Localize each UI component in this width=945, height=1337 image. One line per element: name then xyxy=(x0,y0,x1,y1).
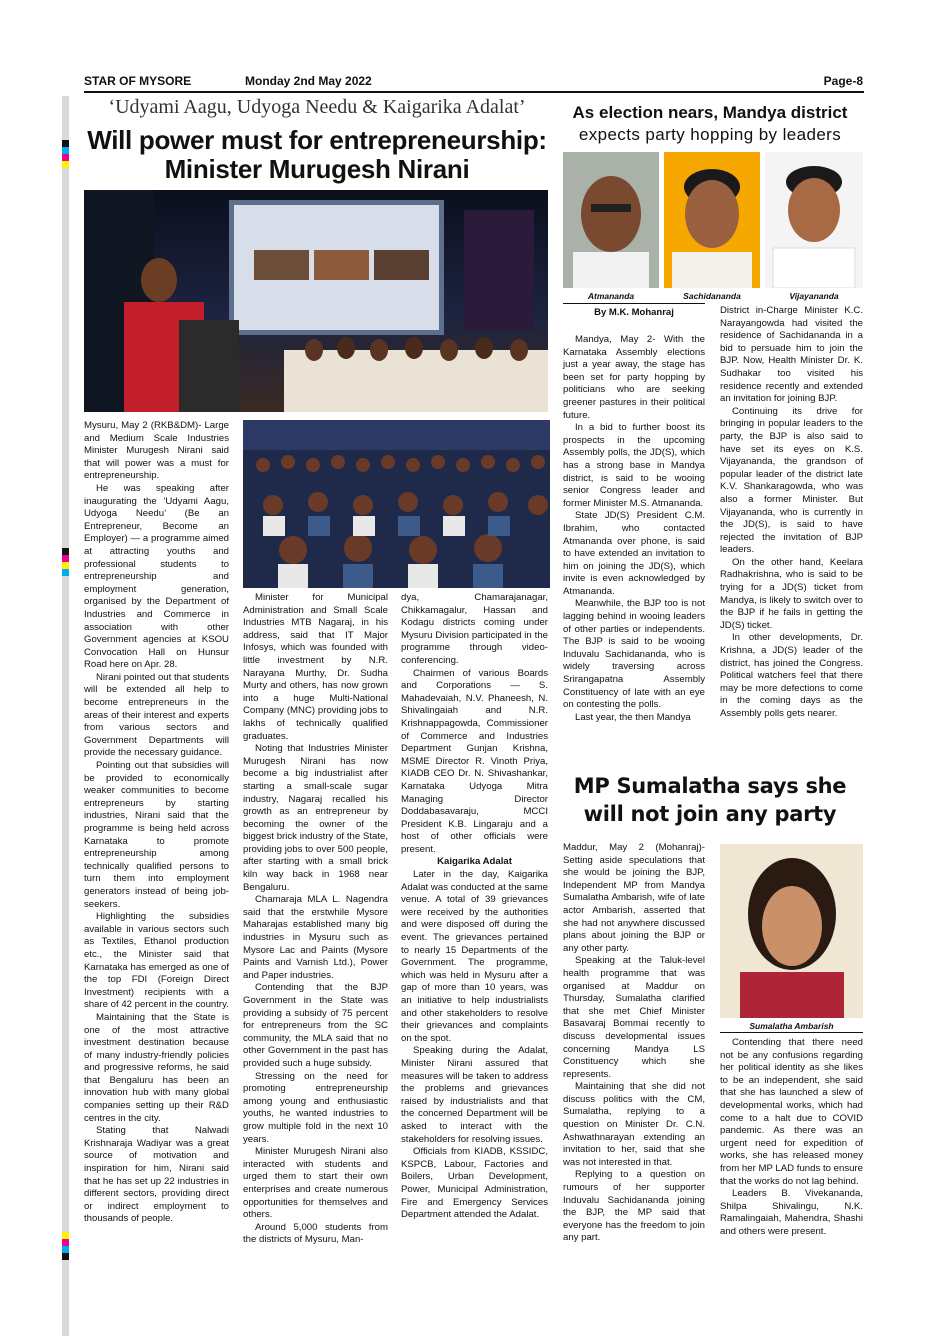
paragraph: Minister for Municipal Administration and Small Scale Industries MTB Nagaraj, in his address, said that IT Major Infosys, which was founded with little investment by N.R. Narayana Murthy, Dr. Sudha Murty and others, has now grown into a huge Multi-National Company (MNC) providing jobs to lakhs of technically qualified graduates. xyxy=(243,592,388,742)
paragraph: Contending that there need not be any confusions regarding her political identity as she likes to be an independent, she said that she has launched a slew of developmental works, which had come to a halt due to COVID pandemic. As there was an urgent need for expedition of works, she has released money from her MP LAD funds to ensure that the works do not lag behind. xyxy=(720,1037,863,1187)
atmananda-caption: Atmananda xyxy=(587,291,635,301)
vijayananda-caption: Vijayananda xyxy=(789,291,839,301)
paragraph: Minister Murugesh Nirani also interacted with students and urged them to start their own enterprises and create numerous opportunities for themselves and others. xyxy=(243,1146,388,1221)
story2-column-2 xyxy=(720,305,863,721)
audience-photo xyxy=(243,420,550,588)
margin-strip xyxy=(62,96,69,1336)
byline-rule xyxy=(563,303,705,304)
minister-speaking-photo xyxy=(84,190,548,412)
sumalatha-photo xyxy=(720,844,863,1018)
story3-column-2 xyxy=(720,1037,863,1239)
paragraph: State JD(S) President C.M. Ibrahim, who contacted Atmananda over phone, is said to have extended an invitation to him on joining the JD(S), which invite is even acknowledged by Atmananda. xyxy=(563,510,705,597)
paragraph: Stressing on the need for promoting entrepreneurship among young and enthusiastic youths, he wanted industries to grow multiple fold in the next 10 years. xyxy=(243,1070,388,1145)
story1-column-2 xyxy=(243,592,388,1247)
paragraph: Maintaining that she did not discuss politics with the CM, Sumalatha, replying to a question on Minister Dr. C.N. Ashwathnarayan extending an invitation to her, said that she was not interested in that. xyxy=(563,1081,705,1168)
paragraph: Speaking during the Adalat, Minister Nirani assured that measures will be taken to address the problems and grievances raised by industrialists and that the concerned Department will be asked to interact with the stakeholders for resolving issues. xyxy=(401,1045,548,1145)
story2-headline-line1: As election nears, Mandya district xyxy=(572,103,848,122)
paragraph: Officials from KIADB, KSSIDC, KSPCB, Labour, Factories and Boilers, Urban Development, Power, Municipal Administration, Fire and Emergency Services Department attended the Adalat. xyxy=(401,1146,548,1221)
sachidananda-photo xyxy=(664,152,760,288)
paragraph: Stating that Nalwadi Krishnaraja Wadiyar was a great source of motivation and inspiration for him, Nirani said that he has set up 22 industries in different sectors, providing direct or indirect employment to thousands of people. xyxy=(84,1125,229,1225)
paragraph: On the other hand, Keelara Radhakrishna, who is said to be trying for a JD(S) ticket from Mandya, is likely to switch over to the BJP if he fails in getting the JD(S) ticket. xyxy=(720,556,863,631)
paragraph: Highlighting the subsidies available in various sectors such as Textiles, Ethanol production etc., the Minister said that Karnataka has emerged as one of the top FDI (Foreign Direct Investment) recipients with a share of 42 percent in the country. xyxy=(84,911,229,1011)
paragraph: Speaking at the Taluk-level health programme that was organised at Maddur on Thursday, Sumalatha clarified that she met Chief Minister Basavaraj Bommai recently to discuss developmental issues concerning Mandya LS Constituency which she represents. xyxy=(563,955,705,1080)
paragraph: He was speaking after inaugurating the ‘Udyami Aagu, Udyoga Needu’ (Be an Entrepreneur, Become an Employer) — a programme aimed at attracting youths and professional students to entrepreneurship and employment generation, organised by the Department of Industries and Commerce in association with other Government agencies at KSOU Convocation Hall on Hunsur Road here on Apr. 28. xyxy=(84,482,229,671)
audience-graphic xyxy=(243,420,550,588)
paragraph: Maintaining that the State is one of the most attractive investment destination because of many industry-friendly policies and progressive reforms, he said that Bengaluru has been an innovation hub with many global companies setting up their R&D centres in the city. xyxy=(84,1011,229,1124)
story2-headline-line2: expects party hopping by leaders xyxy=(578,125,842,144)
stage-scene-graphic xyxy=(84,190,548,412)
atmananda-photo xyxy=(563,152,659,288)
paragraph: Leaders B. Vivekananda, Shilpa Shivalingu, N.K. Ramalingaiah, Mahendra, Shashi and others were present. xyxy=(720,1188,863,1237)
paragraph: Maddur, May 2 (Mohanraj)- Setting aside speculations that she would be joining the BJP, Independent MP from Mandya Sumalatha Ambarish, wife of late actor Ambarish, asserted that she had not anywhere discussed plans about joining the BJP or any other party. xyxy=(563,842,705,954)
story3-headline xyxy=(556,772,864,828)
story1-subhead: Kaigarika Adalat xyxy=(437,856,512,868)
registration-marks-top xyxy=(62,140,69,168)
paragraph: Mysuru, May 2 (RKB&DM)- Large and Medium Scale Industries Minister Murugesh Nirani said that will power was a must for entrepreneurship. xyxy=(84,420,229,482)
portrait-graphic xyxy=(720,844,863,1018)
paragraph: Replying to a question on rumours of her supporter Induvalu Sachidananda joining the BJP, the MP said that everyone has the freedom to join any part. xyxy=(563,1169,705,1244)
masthead-rule xyxy=(84,91,864,93)
paper-name: STAR OF MYSORE xyxy=(84,74,192,88)
paragraph: Noting that Industries Minister Murugesh Nirani has now become a big industrialist after starting a small-scale sugar industry, Nagaraj recalled his growth as an entrepreneur by becoming the owner of the biggest brick industry of the State, providing jobs to over 500 people, after starting with a small brick kiln way back in 1968 near Bengaluru. xyxy=(243,743,388,893)
paragraph: Nirani pointed out that students will be extended all help to become entrepreneurs in the areas of their interest and experts from various sectors and Government Departments will provide the necessary guidance. xyxy=(84,671,229,759)
paragraph: Continuing its drive for bringing in popular leaders to the party, the BJP is also said to have set its eyes on K.S. Vijayananda, the grandson of popular leader of the district late K.V. Shankaragowda, who was also a former Minister. But Vijayananda, who is currently in the JD(S), is said to have rejected the invitation of BJP leaders. xyxy=(720,405,863,556)
caption-rule xyxy=(720,1032,863,1033)
story1-kicker: ‘Udyami Aagu, Udyoga Needu & Kaigarika Adalat’ xyxy=(108,96,526,118)
paragraph: Contending that the BJP Government in the State was providing a subsidy of 75 percent for entrepreneurs from the SC community, the MLA said that no other Government in the past has provided such a huge subsidy. xyxy=(243,982,388,1069)
story3-column-1 xyxy=(563,842,705,1245)
story1-column-3 xyxy=(401,592,548,1222)
paragraph: Around 5,000 students from the districts of Mysuru, Man- xyxy=(243,1221,388,1246)
registration-marks-bottom xyxy=(62,1232,69,1260)
paragraph: In other developments, Dr. Krishna, a JD(S) leader of the district, has joined the Congress. Political watchers feel that there may be more defections to come in the coming days as the Assembly polls gets nearer. xyxy=(720,632,863,719)
issue-date: Monday 2nd May 2022 xyxy=(245,74,372,88)
registration-marks-mid xyxy=(62,548,69,576)
paragraph: dya, Chamarajanagar, Chikkamagalur, Hassan and Kodagu districts coming under Mysuru Division participated in the programme through video-conferencing. xyxy=(401,592,548,666)
paragraph: District in-Charge Minister K.C. Narayangowda had visited the residence of Sachidananda in a bid to persuade him to join the BJP. Now, Health Minister Dr. K. Sudhakar too visited his residence recently and extended an invitation for joining BJP. xyxy=(720,305,863,405)
paragraph: Chairmen of various Boards and Corporations — S. Mahadevaiah, N.V. Phaneesh, N. Shivalingaiah and N.R. Krishnappagowda, Commissioner of Commerce and Industries Department Gunjan Krishna, MSME Director R. Vinoth Priya, KIADB CEO Dr. N. Shivashankar, Karnataka Udyoga Mitra Managing Director Doddabasavaraju, MCCI President K.B. Lingaraju and a host of other officials were present. xyxy=(401,667,548,855)
page-number: Page-8 xyxy=(823,74,863,88)
portrait-graphic xyxy=(765,152,863,288)
paragraph: Later in the day, Kaigarika Adalat was conducted at the same venue. A total of 39 grievances were received by the authorities and were disposed off during the event. The grievances pertained to nearly 15 Departments of the Government. The programme, which was held in Mysuru after a gap of more than 10 years, was an initiative to help industrialists and other stakeholders to resolve their grievances and complaints on the spot. xyxy=(401,869,548,1044)
paragraph: In a bid to further boost its prospects in the upcoming Assembly polls, the JD(S), which has a strong base in Mandya district, is said to be wooing senior Congress leader and former Minister M.S. Atmananda. xyxy=(563,422,705,509)
vijayananda-photo xyxy=(765,152,863,288)
paragraph: Last year, the then Mandya xyxy=(575,711,691,723)
story1-headline-line2: Minister Murugesh Nirani xyxy=(164,154,470,184)
portrait-graphic xyxy=(563,152,659,288)
story1-column-1 xyxy=(84,420,229,1226)
paragraph: Meanwhile, the BJP too is not lagging behind in wooing leaders of other parties or independents. The BJP is said to be wooing Induvalu Sachidananda, who is widely traversing across Srirangapatna Assembly Constituency of late with an eye on contesting the polls. xyxy=(563,598,705,711)
story2-column-1 xyxy=(563,334,705,724)
story1-headline-line1: Will power must for entrepreneurship: xyxy=(87,125,547,155)
paragraph: Chamaraja MLA L. Nagendra said that the erstwhile Mysore Maharajas established many big industries in Mysuru such as Mysore Lac and Paints (Mysore Paints and Varnish Ltd.), Power and Paper industries. xyxy=(243,894,388,981)
story1-headline xyxy=(84,126,550,184)
paragraph: Mandya, May 2- With the Karnataka Assembly elections just a year away, the stage has been set for party hopping by politicians who are seeking greener pastures in their political future. xyxy=(563,334,705,421)
story2-headline xyxy=(556,102,864,146)
paragraph: Pointing out that subsidies will be provided to economically weaker communities to become entrepreneurs by starting industries, Nirani said that the programme is being held across Karnataka to promote entrepreneurship among technically qualified persons to turn them into employment generators instead of being job-seekers. xyxy=(84,760,229,910)
portrait-graphic xyxy=(664,152,760,288)
sachidananda-caption: Sachidananda xyxy=(683,291,741,301)
story3-headline-line2: will not join any party xyxy=(583,802,837,826)
sumalatha-caption: Sumalatha Ambarish xyxy=(749,1021,834,1031)
story3-headline-line1: MP Sumalatha says she xyxy=(573,774,847,798)
story2-byline: By M.K. Mohanraj xyxy=(594,307,674,318)
